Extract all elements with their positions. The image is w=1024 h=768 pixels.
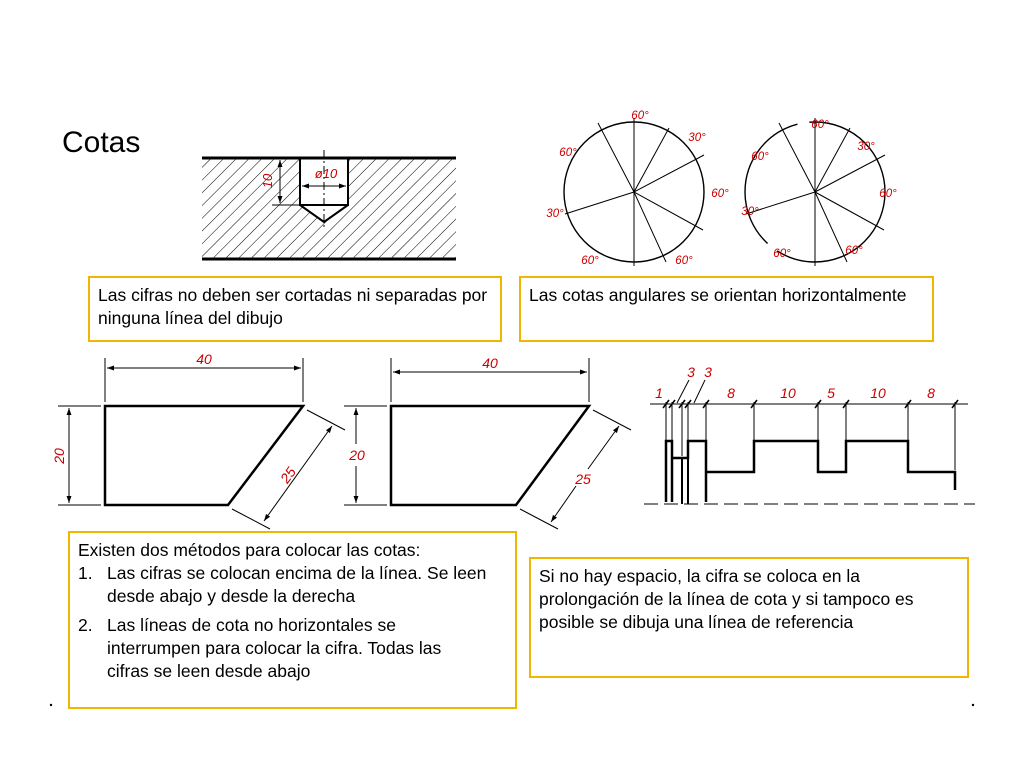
method1-figure <box>51 351 345 529</box>
angular-figure-aligned <box>546 110 729 267</box>
angle-label: 60° <box>751 151 769 163</box>
method2-number: 2. <box>78 615 93 635</box>
width-label: 40 <box>482 355 498 371</box>
chain-label: 5 <box>827 385 835 401</box>
hole-section-figure <box>202 150 456 259</box>
chain-label: 3 <box>704 364 712 380</box>
method2-item <box>78 614 487 683</box>
caption-figures-text: Las cifras no deben ser cortadas ni separadas por ninguna línea del dibujo <box>98 285 488 328</box>
chain-label: 10 <box>870 385 886 401</box>
page-title: Cotas <box>62 126 141 159</box>
angle-label: 60° <box>879 188 897 200</box>
height-label: 20 <box>51 448 67 464</box>
angle-label: 60° <box>581 255 599 267</box>
slant-label: 25 <box>575 471 591 487</box>
angle-label: 30° <box>741 206 759 218</box>
methods-intro-text: Existen dos métodos para colocar las cotas: <box>78 540 421 560</box>
angle-label: 30° <box>688 132 706 144</box>
width-label: 40 <box>196 351 212 367</box>
hole-depth-label: 10 <box>260 173 275 189</box>
chain-label: 8 <box>727 385 735 401</box>
method1-text: Las cifras se colocan encima de la línea. Se leen desde abajo y desde la derecha <box>107 563 487 606</box>
chain-label: 10 <box>780 385 796 401</box>
angle-label: 60° <box>711 188 729 200</box>
caption-no-space-text: Si no hay espacio, la cifra se coloca en la prolongación de la línea de cota y si tampoco es posible se dibuja una línea de referencia <box>539 566 914 632</box>
method2-text: Las líneas de cota no horizontales se interrumpen para colocar la cifra. Todas las cifras se leen desde abajo <box>107 615 442 681</box>
angle-label: 60° <box>559 147 577 159</box>
angle-label: 60° <box>811 119 829 131</box>
method1-number: 1. <box>78 563 93 583</box>
angle-label: 60° <box>773 248 791 260</box>
slide-dot <box>50 704 52 706</box>
angle-label: 60° <box>675 255 693 267</box>
angle-label: 60° <box>631 110 649 122</box>
method1-item <box>78 562 487 608</box>
chain-label: 8 <box>927 385 935 401</box>
caption-figures-box <box>88 276 502 342</box>
slant-label: 25 <box>276 464 300 487</box>
caption-angular-box <box>519 276 934 342</box>
chain-dimension-figure <box>644 364 975 504</box>
caption-angular-text: Las cotas angulares se orientan horizontalmente <box>529 285 907 305</box>
angle-label: 30° <box>546 208 564 220</box>
caption-no-space-box <box>529 557 969 678</box>
chain-label: 3 <box>687 364 695 380</box>
method2-figure <box>344 355 631 529</box>
chain-label: 1 <box>655 385 663 401</box>
caption-methods-box <box>68 531 517 709</box>
slide-dot <box>972 704 974 706</box>
angular-figure-horizontal <box>741 118 897 266</box>
hole-diameter-label: ø10 <box>314 166 338 181</box>
angle-label: 60° <box>845 245 863 257</box>
height-label: 20 <box>349 447 365 463</box>
angle-label: 30° <box>857 141 875 153</box>
